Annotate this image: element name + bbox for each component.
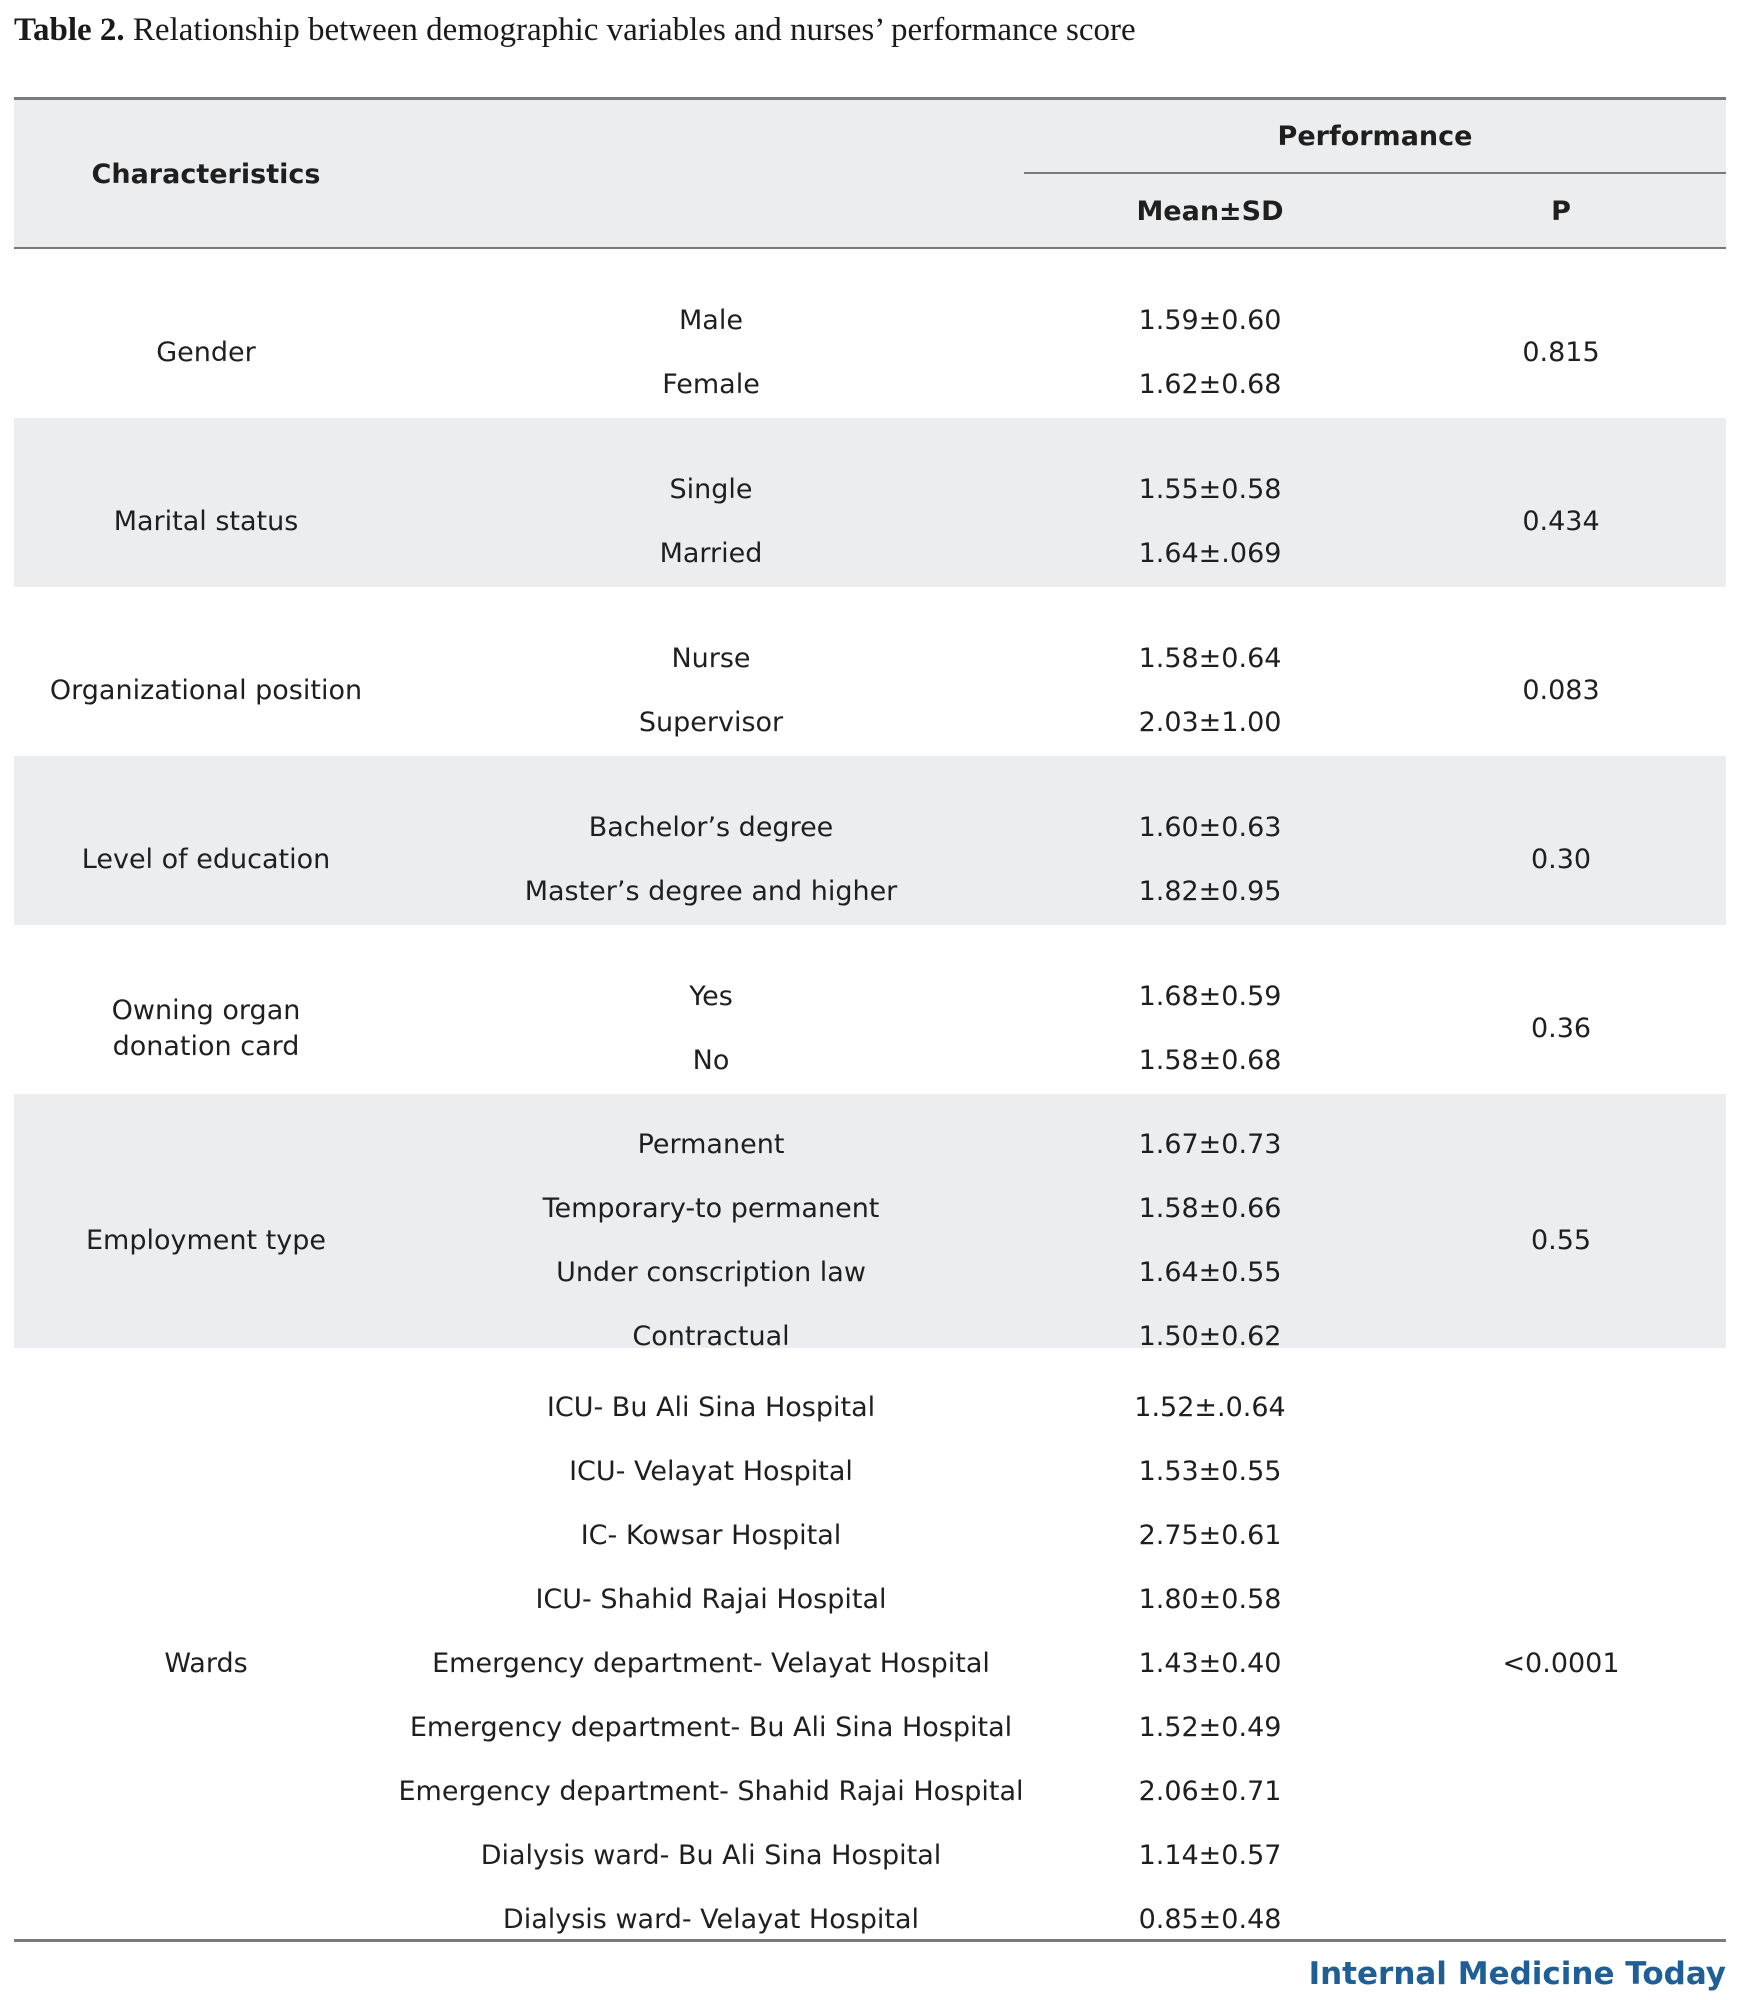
group-name-line: Employment type [85, 1225, 326, 1256]
row-label: Married [659, 538, 763, 569]
group-name-line: Gender [156, 337, 256, 368]
row-mean-sd: 1.58±0.66 [1138, 1193, 1282, 1224]
header-characteristics: Characteristics [91, 159, 321, 190]
group-name [14, 842, 398, 878]
group-name-line: donation card [112, 1031, 300, 1062]
row-label: Emergency department- Velayat Hospital [432, 1648, 990, 1679]
row-label: ICU- Shahid Rajai Hospital [535, 1584, 887, 1615]
top-rule [14, 97, 1726, 100]
row-label: Temporary-to permanent [542, 1193, 880, 1224]
row-mean-sd: 1.58±0.64 [1138, 643, 1282, 674]
row-label: No [692, 1045, 730, 1076]
row-mean-sd: 1.62±0.68 [1138, 369, 1282, 400]
journal-name: Internal Medicine Today [1308, 1956, 1726, 1992]
group-p-value: 0.30 [1530, 844, 1592, 875]
group-name-line: Level of education [81, 844, 331, 875]
table-label: Table 2. [14, 12, 125, 48]
row-mean-sd: 2.75±0.61 [1138, 1520, 1282, 1551]
group-name [14, 1646, 398, 1682]
row-label: Female [662, 369, 760, 400]
row-label: Yes [689, 981, 733, 1012]
row-label: Bachelor’s degree [588, 812, 834, 843]
row-mean-sd: 1.60±0.63 [1138, 812, 1282, 843]
row-mean-sd: 2.06±0.71 [1138, 1776, 1282, 1807]
row-label: Male [679, 305, 743, 336]
row-mean-sd: 1.43±0.40 [1138, 1648, 1282, 1679]
group-p-value: 0.434 [1522, 506, 1600, 537]
row-label: Nurse [671, 643, 751, 674]
table-caption [14, 12, 1714, 49]
row-mean-sd: 1.52±.0.64 [1134, 1392, 1286, 1423]
row-mean-sd: 1.14±0.57 [1138, 1840, 1282, 1871]
row-label: ICU- Bu Ali Sina Hospital [546, 1392, 876, 1423]
group-name [14, 1223, 398, 1259]
group-p-value: 0.55 [1530, 1225, 1592, 1256]
row-mean-sd: 1.58±0.68 [1138, 1045, 1282, 1076]
bottom-rule [14, 1939, 1726, 1942]
group-name-line: Marital status [113, 506, 299, 537]
row-mean-sd: 1.68±0.59 [1138, 981, 1282, 1012]
row-mean-sd: 1.50±0.62 [1138, 1321, 1282, 1352]
group-name-line: Wards [164, 1648, 248, 1679]
row-label: Contractual [632, 1321, 790, 1352]
header-bottom-rule [14, 247, 1726, 249]
row-label: Master’s degree and higher [524, 876, 898, 907]
row-label: Supervisor [638, 707, 784, 738]
row-label: Dialysis ward- Bu Ali Sina Hospital [480, 1840, 942, 1871]
group-name-line: Organizational position [49, 675, 363, 706]
row-label: Emergency department- Shahid Rajai Hospital [398, 1776, 1024, 1807]
group-p-value: <0.0001 [1502, 1648, 1620, 1679]
row-label: Dialysis ward- Velayat Hospital [502, 1904, 920, 1935]
row-label: ICU- Velayat Hospital [569, 1456, 853, 1487]
group-name-line: Owning organ [111, 995, 301, 1026]
row-mean-sd: 1.53±0.55 [1138, 1456, 1282, 1487]
row-mean-sd: 1.55±0.58 [1138, 474, 1282, 505]
row-label: Single [669, 474, 753, 505]
group-p-value: 0.36 [1530, 1013, 1592, 1044]
row-label: Emergency department- Bu Ali Sina Hospital [409, 1712, 1013, 1743]
group-p-value: 0.815 [1522, 337, 1600, 368]
row-label: IC- Kowsar Hospital [580, 1520, 842, 1551]
row-label: Under conscription law [556, 1257, 866, 1288]
row-mean-sd: 2.03±1.00 [1138, 707, 1282, 738]
row-mean-sd: 1.52±0.49 [1138, 1712, 1282, 1743]
row-mean-sd: 1.80±0.58 [1138, 1584, 1282, 1615]
header-performance: Performance [1277, 121, 1473, 152]
table-title: Relationship between demographic variables and nurses’ performance score [132, 12, 1136, 48]
header-mean-sd: Mean±SD [1136, 196, 1284, 227]
group-name [14, 993, 398, 1065]
performance-underline [1024, 172, 1726, 174]
header-p: P [1551, 196, 1571, 227]
row-mean-sd: 1.67±0.73 [1138, 1129, 1282, 1160]
group-name [14, 504, 398, 540]
row-mean-sd: 1.64±0.55 [1138, 1257, 1282, 1288]
group-name [14, 673, 398, 709]
group-p-value: 0.083 [1522, 675, 1600, 706]
row-label: Permanent [637, 1129, 785, 1160]
group-name [14, 335, 398, 371]
row-mean-sd: 1.82±0.95 [1138, 876, 1282, 907]
row-mean-sd: 1.64±.069 [1138, 538, 1282, 569]
row-mean-sd: 0.85±0.48 [1138, 1904, 1282, 1935]
row-mean-sd: 1.59±0.60 [1138, 305, 1282, 336]
